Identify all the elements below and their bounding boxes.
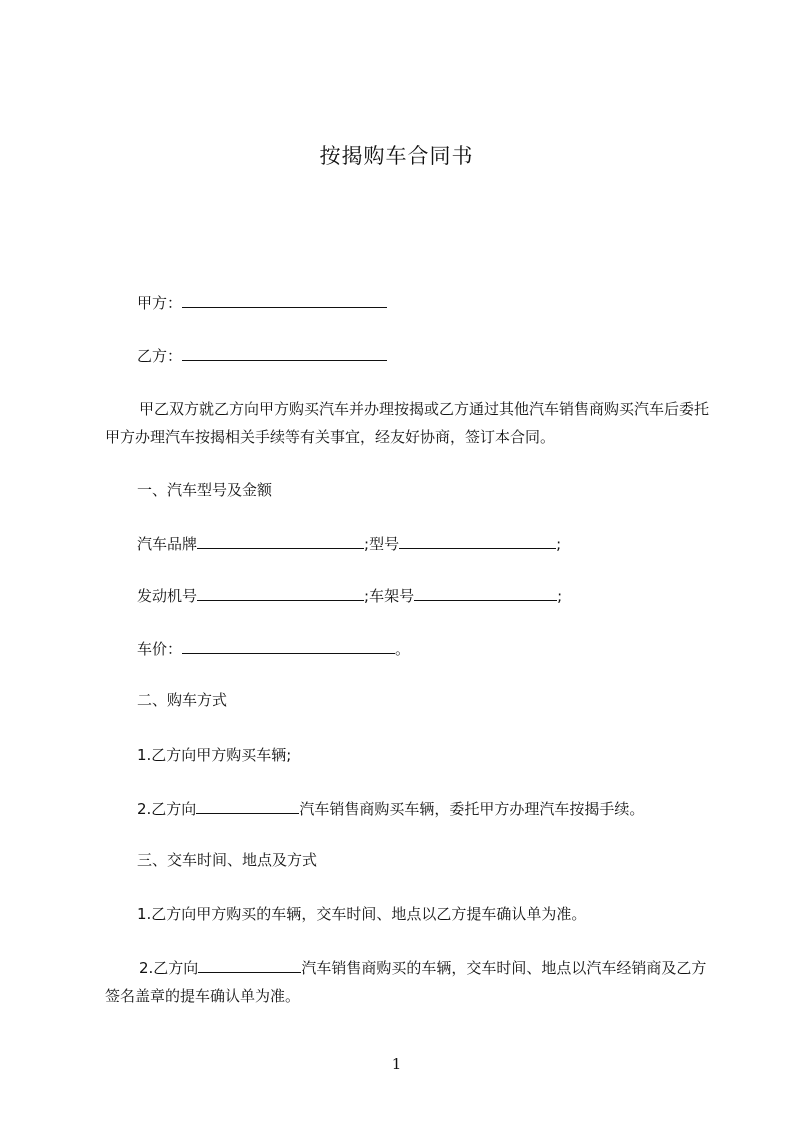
page-number: 1 bbox=[391, 1055, 402, 1073]
section1-heading: 一、汽车型号及金额 bbox=[137, 481, 273, 499]
section3-item2-prefix: 2.乙方向 bbox=[139, 959, 199, 977]
party-a-line bbox=[137, 292, 387, 313]
party-b-label: 乙方： bbox=[137, 347, 183, 365]
section2-heading: 二、购车方式 bbox=[137, 691, 228, 709]
model-end: ; bbox=[556, 535, 562, 553]
dealer-blank-2 bbox=[198, 957, 301, 973]
intro-text: 甲乙双方就乙方向甲方购买汽车并办理按揭或乙方通过其他汽车销售商购买汽车后委托甲方办理汽车按揭相关手续等有关事宜，经友好协商，签订本合同。 bbox=[105, 400, 710, 446]
price-blank bbox=[182, 638, 395, 654]
party-b-blank bbox=[182, 345, 387, 361]
brand-blank bbox=[197, 533, 364, 549]
frame-blank bbox=[414, 585, 557, 601]
engine-label: 发动机号 bbox=[137, 587, 198, 605]
section2-item2 bbox=[137, 798, 644, 819]
price-end: 。 bbox=[395, 640, 411, 658]
section3-item2 bbox=[105, 954, 715, 1010]
section3-item2-suffix: 汽车销售商购买的车辆，交车时间、地点以汽车经销商及乙方签名盖章的提车确认单为准。 bbox=[105, 959, 707, 1005]
price-label: 车价： bbox=[137, 640, 183, 658]
party-a-label: 甲方： bbox=[137, 294, 183, 312]
frame-label: ;车架号 bbox=[364, 587, 415, 605]
section2-item2-suffix: 汽车销售商购买车辆，委托甲方办理汽车按揭手续。 bbox=[299, 800, 645, 818]
party-b-line bbox=[137, 345, 387, 366]
section2-item2-prefix: 2.乙方向 bbox=[137, 800, 197, 818]
intro-paragraph bbox=[105, 395, 715, 451]
brand-label: 汽车品牌 bbox=[137, 535, 198, 553]
price-line bbox=[137, 638, 410, 659]
party-a-blank bbox=[182, 292, 387, 308]
model-label: ;型号 bbox=[364, 535, 400, 553]
section3-heading: 三、交车时间、地点及方式 bbox=[137, 851, 318, 869]
engine-blank bbox=[197, 585, 364, 601]
brand-model-line bbox=[137, 533, 561, 554]
dealer-blank bbox=[196, 798, 299, 814]
model-blank bbox=[399, 533, 556, 549]
engine-frame-line bbox=[137, 585, 562, 606]
document-title: 按揭购车合同书 bbox=[319, 144, 474, 168]
section2-item1: 1.乙方向甲方购买车辆; bbox=[137, 746, 292, 764]
section3-item1: 1.乙方向甲方购买的车辆，交车时间、地点以乙方提车确认单为准。 bbox=[137, 905, 587, 923]
frame-end: ; bbox=[557, 587, 563, 605]
